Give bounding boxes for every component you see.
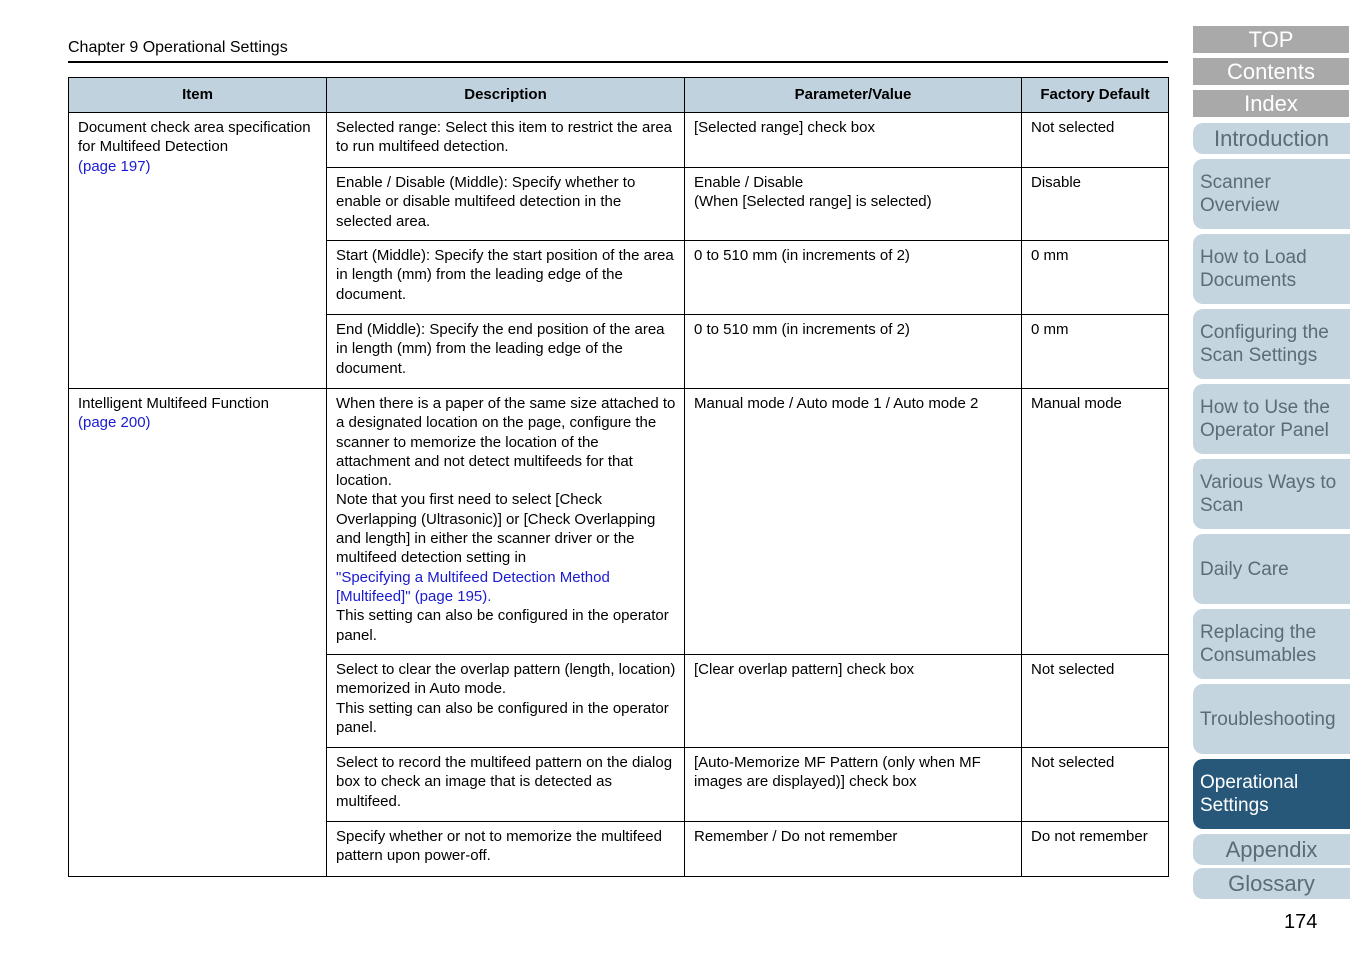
- description-cell: Enable / Disable (Middle): Specify whether to enable or disable multifeed detection in the selected area.: [327, 168, 685, 241]
- nav-tab-scanner-overview[interactable]: [1193, 159, 1350, 229]
- nav-tab-label: How to Load Documents: [1200, 247, 1307, 291]
- nav-tab-label: Operational Settings: [1200, 772, 1299, 816]
- nav-tab-replacing-consumables[interactable]: [1193, 609, 1350, 679]
- item-name: Intelligent Multifeed Function: [78, 395, 269, 412]
- description-cell: Select to record the multifeed pattern on the dialog box to check an image that is detected as multifeed.: [327, 748, 685, 822]
- nav-tab-how-to-load[interactable]: [1193, 234, 1350, 304]
- nav-tab-configuring-scan-settings[interactable]: [1193, 309, 1350, 379]
- description-page-link[interactable]: "Specifying a Multifeed Detection Method [Multifeed]" (page 195).: [336, 568, 610, 605]
- default-cell: Not selected: [1022, 655, 1169, 748]
- item-page-link[interactable]: (page 197): [78, 157, 151, 175]
- item-name: Document check area specification for Multifeed Detection: [78, 119, 311, 156]
- table-row: [69, 389, 1169, 655]
- parameter-cell: 0 to 510 mm (in increments of 2): [685, 241, 1022, 315]
- default-cell: Not selected: [1022, 113, 1169, 168]
- nav-contents-button[interactable]: Contents: [1193, 58, 1349, 85]
- nav-tab-appendix[interactable]: Appendix: [1193, 834, 1350, 865]
- column-header-item: Item: [69, 78, 327, 113]
- nav-tab-glossary[interactable]: Glossary: [1193, 868, 1350, 899]
- nav-tab-label: Configuring the Scan Settings: [1200, 322, 1329, 366]
- column-header-default: Factory Default: [1022, 78, 1169, 113]
- column-header-parameter: Parameter/Value: [685, 78, 1022, 113]
- description-cell: Selected range: Select this item to restrict the area to run multifeed detection.: [327, 113, 685, 168]
- parameter-cell: [Auto-Memorize MF Pattern (only when MF images are displayed)] check box: [685, 748, 1022, 822]
- nav-tab-label: Replacing the Consumables: [1200, 622, 1317, 666]
- description-cell: Specify whether or not to memorize the multifeed pattern upon power-off.: [327, 822, 685, 877]
- default-cell: Disable: [1022, 168, 1169, 241]
- parameter-cell: [Clear overlap pattern] check box: [685, 655, 1022, 748]
- column-header-description: Description: [327, 78, 685, 113]
- default-cell: Not selected: [1022, 748, 1169, 822]
- parameter-cell: Manual mode / Auto mode 1 / Auto mode 2: [685, 389, 1022, 655]
- item-cell: [69, 113, 327, 389]
- nav-tab-label: Scanner Overview: [1200, 172, 1280, 216]
- parameter-cell: [Selected range] check box: [685, 113, 1022, 168]
- settings-table: [68, 77, 1169, 877]
- nav-tab-label: Troubleshooting: [1200, 708, 1336, 730]
- parameter-cell: [685, 168, 1022, 241]
- table-header-row: [69, 78, 1169, 113]
- description-cell: End (Middle): Specify the end position of the area in length (mm) from the leading edge of the document.: [327, 315, 685, 389]
- parameter-line: Enable / Disable: [694, 174, 804, 191]
- parameter-cell: Remember / Do not remember: [685, 822, 1022, 877]
- parameter-line: (When [Selected range] is selected): [694, 193, 932, 211]
- table-row: [69, 113, 1169, 168]
- description-paragraph: When there is a paper of the same size attached to a designated location on the page, configure the scanner to memorize the location of the attachment and not detect multifeeds for that location.: [336, 395, 676, 490]
- default-cell: Do not remember: [1022, 822, 1169, 877]
- parameter-cell: 0 to 510 mm (in increments of 2): [685, 315, 1022, 389]
- default-cell: 0 mm: [1022, 241, 1169, 315]
- nav-tab-label: Daily Care: [1200, 558, 1289, 580]
- nav-tab-daily-care[interactable]: [1193, 534, 1350, 604]
- item-page-link[interactable]: (page 200): [78, 414, 151, 432]
- chapter-title: Chapter 9 Operational Settings: [68, 39, 288, 56]
- nav-top-button[interactable]: TOP: [1193, 26, 1349, 53]
- nav-index-button[interactable]: Index: [1193, 90, 1349, 117]
- nav-tab-introduction[interactable]: Introduction: [1193, 123, 1350, 154]
- page-number: 174: [1284, 911, 1318, 933]
- description-paragraph: Select to clear the overlap pattern (length, location) memorized in Auto mode.: [336, 661, 676, 698]
- description-cell: Start (Middle): Specify the start position of the area in length (mm) from the leading edge of the document.: [327, 241, 685, 315]
- description-paragraph: This setting can also be configured in the operator panel.: [336, 699, 669, 736]
- nav-tab-label: How to Use the Operator Panel: [1200, 397, 1330, 441]
- nav-tab-various-ways-to-scan[interactable]: [1193, 459, 1350, 529]
- description-paragraph: Note that you first need to select [Check Overlapping (Ultrasonic)] or [Check Overlapping and length] in either the scanner driver or the multifeed detection setting in: [336, 491, 656, 567]
- nav-tab-label: Various Ways to Scan: [1200, 472, 1337, 516]
- description-cell: [327, 655, 685, 748]
- default-cell: Manual mode: [1022, 389, 1169, 655]
- description-paragraph: This setting can also be configured in the operator panel.: [336, 607, 669, 644]
- nav-tab-operational-settings[interactable]: [1193, 759, 1350, 829]
- chapter-rule: [68, 61, 1168, 63]
- item-cell: [69, 389, 327, 877]
- nav-tab-operator-panel[interactable]: [1193, 384, 1350, 454]
- nav-tab-troubleshooting[interactable]: [1193, 684, 1350, 754]
- description-cell: [327, 389, 685, 655]
- default-cell: 0 mm: [1022, 315, 1169, 389]
